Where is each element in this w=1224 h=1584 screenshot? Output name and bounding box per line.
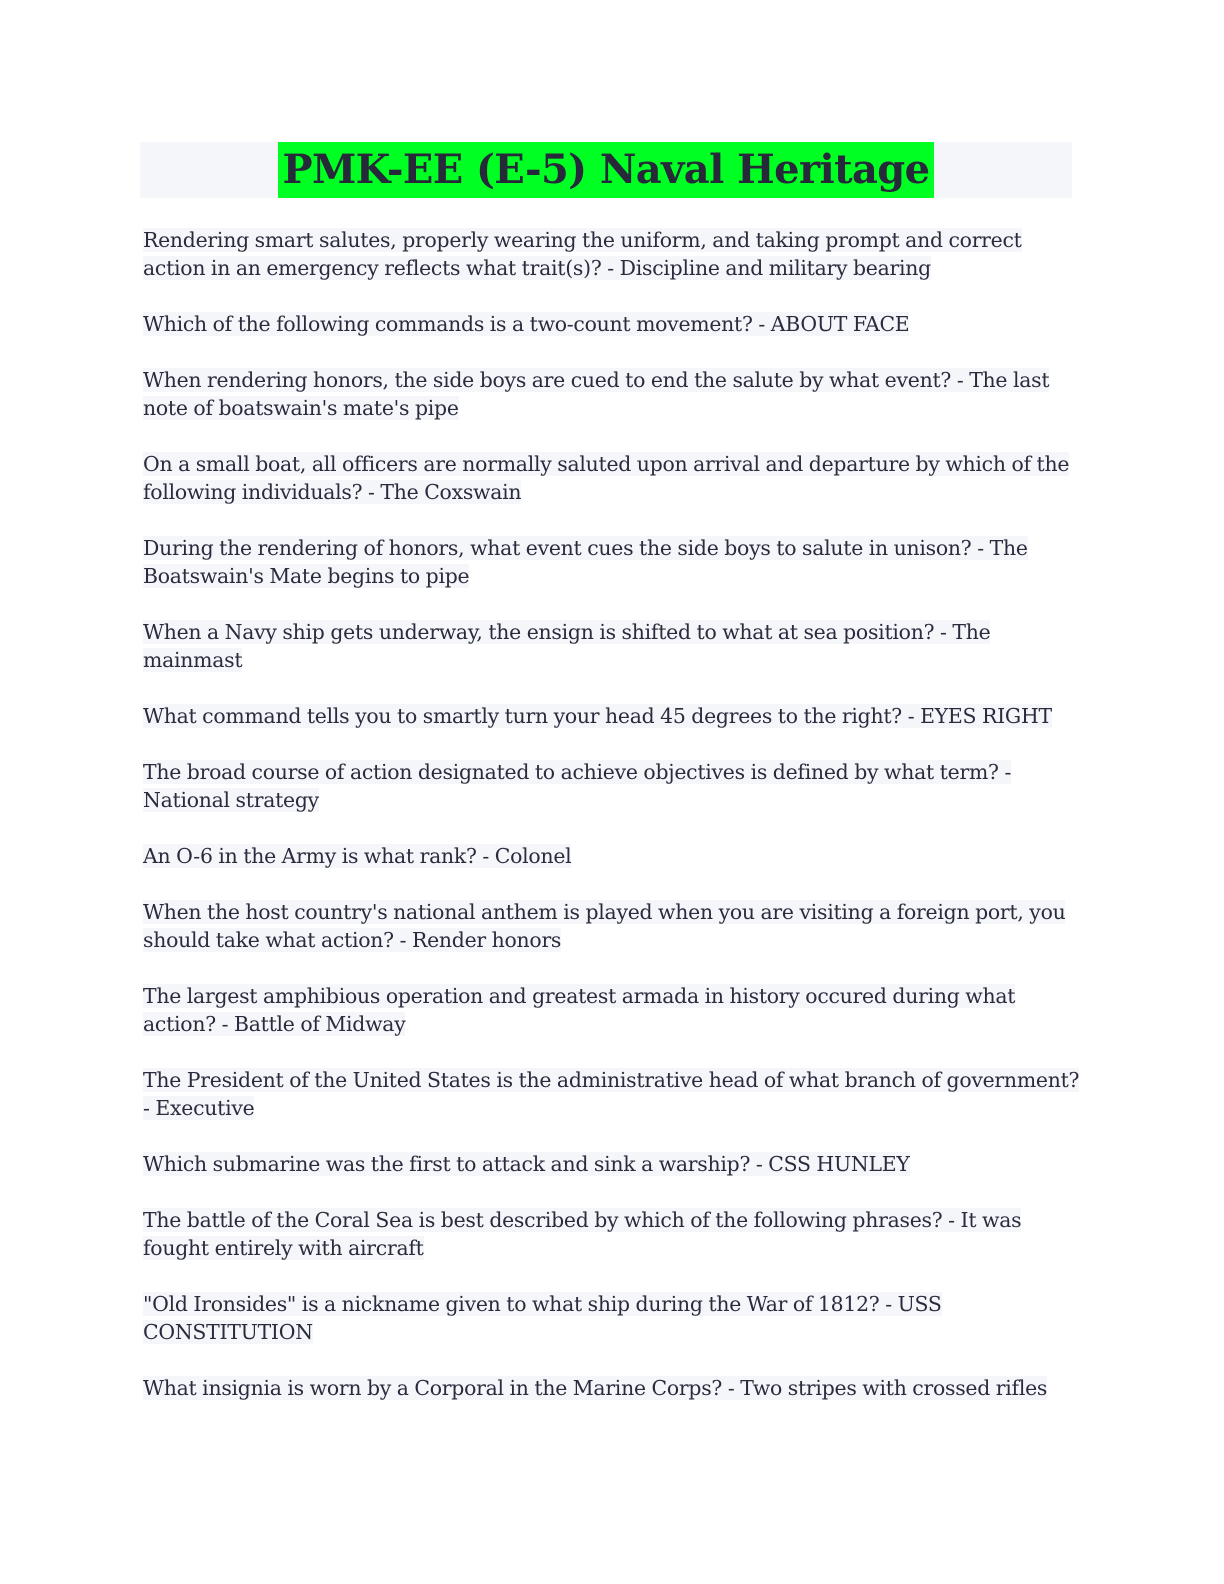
list-item — [143, 618, 1083, 674]
list-item — [143, 1150, 1083, 1178]
question-answer-text: The broad course of action designated to achieve objectives is defined by what term? - National strategy — [143, 760, 1012, 812]
list-item — [143, 982, 1083, 1038]
list-item — [143, 898, 1083, 954]
question-answer-text: The largest amphibious operation and greatest armada in history occured during what action? - Battle of Midway — [143, 984, 1016, 1036]
list-item — [143, 842, 1083, 870]
question-answer-text: What insignia is worn by a Corporal in the Marine Corps? - Two stripes with crossed rifles — [143, 1376, 1048, 1400]
list-item — [143, 1206, 1083, 1262]
question-answer-list — [143, 226, 1083, 1430]
question-answer-text: "Old Ironsides" is a nickname given to what ship during the War of 1812? - USS CONSTITUTION — [143, 1292, 942, 1344]
list-item — [143, 226, 1083, 282]
question-answer-text: The President of the United States is the administrative head of what branch of government? - Executive — [143, 1068, 1080, 1120]
list-item — [143, 310, 1083, 338]
list-item — [143, 366, 1083, 422]
list-item — [143, 702, 1083, 730]
question-answer-text: Which of the following commands is a two-count movement? - ABOUT FACE — [143, 312, 910, 336]
page-title: PMK-EE (E-5) Naval Heritage — [278, 142, 933, 198]
question-answer-text: What command tells you to smartly turn your head 45 degrees to the right? - EYES RIGHT — [143, 704, 1052, 728]
question-answer-text: Which submarine was the first to attack and sink a warship? - CSS HUNLEY — [143, 1152, 910, 1176]
question-answer-text: On a small boat, all officers are normally saluted upon arrival and departure by which of the following individuals? - The Coxswain — [143, 452, 1070, 504]
list-item — [143, 1374, 1083, 1402]
question-answer-text: During the rendering of honors, what event cues the side boys to salute in unison? - The Boatswain's Mate begins to pipe — [143, 536, 1028, 588]
question-answer-text: Rendering smart salutes, properly wearing the uniform, and taking prompt and correct action in an emergency reflects what trait(s)? - Discipline and military bearing — [143, 228, 1022, 280]
question-answer-text: When the host country's national anthem is played when you are visiting a foreign port, you should take what action? - Render honors — [143, 900, 1066, 952]
list-item — [143, 534, 1083, 590]
question-answer-text: When a Navy ship gets underway, the ensign is shifted to what at sea position? - The mainmast — [143, 620, 991, 672]
list-item — [143, 450, 1083, 506]
list-item — [143, 1066, 1083, 1122]
list-item — [143, 1290, 1083, 1346]
list-item — [143, 758, 1083, 814]
question-answer-text: An O-6 in the Army is what rank? - Colonel — [143, 844, 572, 868]
title-bar — [140, 142, 1072, 198]
question-answer-text: The battle of the Coral Sea is best described by which of the following phrases? - It was fought entirely with aircraft — [143, 1208, 1022, 1260]
question-answer-text: When rendering honors, the side boys are cued to end the salute by what event? - The last note of boatswain's mate's pipe — [143, 368, 1050, 420]
